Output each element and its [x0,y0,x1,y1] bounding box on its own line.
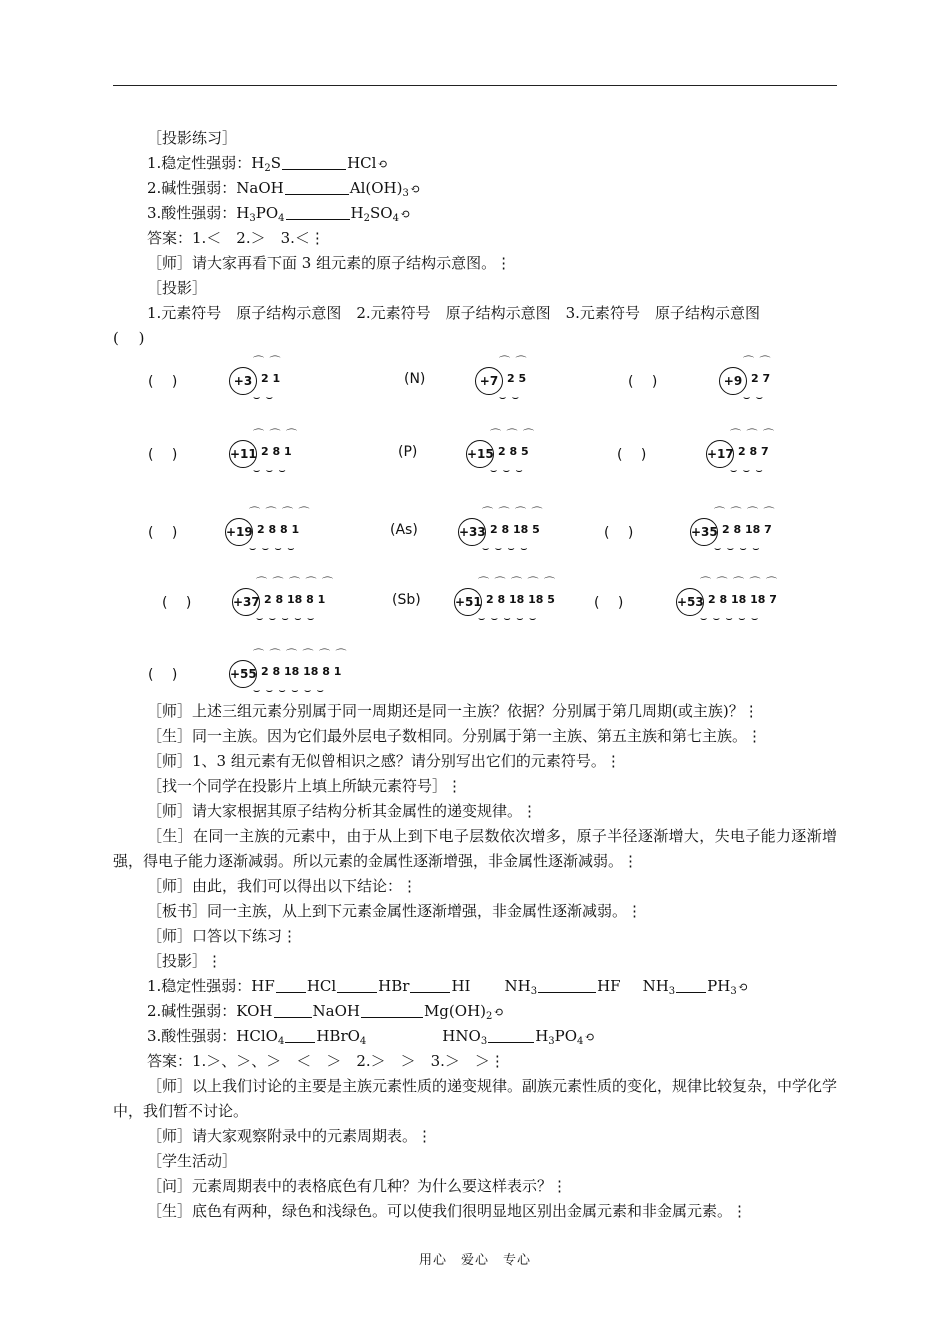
mark-icon: ⟲ [377,157,388,171]
element-symbol-slot: (P) [398,444,418,460]
electron-shells: 2 7 [751,372,771,385]
shell-arcs-bottom: ⌣ ⌣ ⌣ ⌣ ⌣ [700,612,760,625]
shell-arcs-bottom: ⌣ ⌣ ⌣ [490,464,524,477]
shell-arcs-bottom: ⌣ ⌣ ⌣ [730,464,764,477]
element-symbol-slot: ( ) [617,447,647,463]
nucleus-charge: +37 [232,588,260,616]
electron-shells: 2 1 [261,372,281,385]
electron-shells: 2 8 8 1 [257,523,300,536]
shell-arcs-bottom: ⌣ ⌣ ⌣ ⌣ [482,542,529,555]
body-line: ［师］请大家根据其原子结构分析其金属性的递变规律。⋮ [147,802,538,820]
paren-line: ( ) [113,329,145,347]
exercise-line-2: 2.碱性强弱：NaOH $Al(OH)_3⟲$ [147,179,420,199]
electron-shells: 2 8 18 18 8 1 [261,665,342,678]
shell-arcs-top: ⌒ ⌒ ⌒ [490,428,535,441]
body-line: 答案：1.＞、＞、＞ ＜ ＞ 2.＞ ＞ 3.＞ ＞⋮ [147,1052,505,1070]
answer-line: 答案：1.＜ 2.＞ 3.＜⋮ [147,229,325,247]
shell-arcs-top: ⌒ ⌒ ⌒ ⌒ [249,506,311,519]
body-line: ［问］元素周期表中的表格底色有几种？为什么要这样表示？⋮ [147,1177,568,1195]
electron-shells: 2 8 18 7 [722,523,772,536]
header-rule [113,85,837,86]
column-headers: 1.元素符号 原子结构示意图 2.元素符号 原子结构示意图 3.元素符号 原子结构示意图 [147,304,760,322]
nucleus-charge: +17 [706,440,734,468]
element-symbol-slot: (N) [404,371,426,387]
nucleus-charge: +7 [475,367,503,395]
page-footer: 用心 爱心 专心 [418,1253,531,1268]
element-symbol-slot: ( ) [628,374,658,390]
nucleus-charge: +53 [676,588,704,616]
nucleus-charge: +3 [229,367,257,395]
mark-icon: ⟲ [737,980,748,994]
exercise-line-1: 1.稳定性强弱：$H_2S$ HCl⟲ [147,154,388,174]
mark-icon: ⟲ [399,207,411,221]
electron-shells: 2 8 5 [498,445,529,458]
shell-arcs-bottom: ⌣ ⌣ ⌣ ⌣ ⌣ [478,612,538,625]
body-paragraph: ［师］以上我们讨论的主要是主族元素性质的递变规律。副族元素性质的变化，规律比较复杂，中学化学中，我们暂不讨论。 [113,1077,838,1120]
shell-arcs-top: ⌒ ⌒ ⌒ ⌒ ⌒ [700,576,778,589]
electron-shells: 2 8 7 [738,445,769,458]
electron-shells: 2 8 18 18 5 [486,593,555,606]
shell-arcs-top: ⌒ ⌒ ⌒ ⌒ ⌒ [478,576,556,589]
mark-icon: ⟲ [584,1030,595,1044]
nucleus-charge: +9 [719,367,747,395]
body-line: ［师］上述三组元素分别属于同一周期还是同一主族？依据？分别属于第几周期(或主族)？⋮ [147,702,759,720]
body-line: ［学生活动］ [147,1152,238,1170]
shell-arcs-bottom: ⌣ ⌣ [743,391,764,404]
shell-arcs-bottom: ⌣ ⌣ ⌣ ⌣ ⌣ [256,612,316,625]
shell-arcs-top: ⌒ ⌒ ⌒ [253,428,298,441]
projection-label: ［投影］ [147,279,208,297]
electron-shells: 2 8 18 18 7 [708,593,777,606]
element-symbol-slot: ( ) [148,447,178,463]
shell-arcs-bottom: ⌣ ⌣ [253,391,274,404]
nucleus-charge: +35 [690,518,718,546]
body-line: ［师］口答以下练习⋮ [147,927,298,945]
body-line: ［板书］同一主族，从上到下元素金属性逐渐增强，非金属性逐渐减弱。⋮ [147,902,643,920]
exercise-line-3: 3.酸性强弱：$H_3PO_4$ $H_2SO_4⟲$ [147,204,411,224]
exercise2-line-1: 1.稳定性强弱：HF HCl HBr HI $NH_3$ HF $NH_3$ $PH_3⟲$ [147,977,748,997]
shell-arcs-top: ⌒ ⌒ ⌒ ⌒ [714,506,776,519]
shell-arcs-top: ⌒ ⌒ [499,355,528,368]
body-line: ［师］由此，我们可以得出以下结论：⋮ [147,877,418,895]
body-line: ［师］请大家观察附录中的元素周期表。⋮ [147,1127,433,1145]
element-symbol-slot: ( ) [604,525,634,541]
shell-arcs-bottom: ⌣ ⌣ [499,391,520,404]
shell-arcs-top: ⌒ ⌒ ⌒ ⌒ [482,506,544,519]
nucleus-charge: +33 [458,518,486,546]
electron-shells: 2 8 18 5 [490,523,540,536]
shell-arcs-bottom: ⌣ ⌣ ⌣ ⌣ ⌣ ⌣ [253,684,325,697]
teacher-line: ［师］请大家再看下面 3 组元素的原子结构示意图。⋮ [147,254,512,272]
element-symbol-slot: ( ) [148,374,178,390]
body-line: ［找一个同学在投影片上填上所缺元素符号］⋮ [147,777,463,795]
element-symbol-slot: ( ) [594,595,624,611]
body-paragraph: ［生］在同一主族的元素中，由于从上到下电子层数依次增多，原子半径逐渐增大，失电子能力逐渐增强，得电子能力逐渐减弱。所以元素的金属性逐渐增强，非金属性逐渐减弱。⋮ [113,827,837,870]
shell-arcs-top: ⌒ ⌒ ⌒ [730,428,775,441]
nucleus-charge: +51 [454,588,482,616]
shell-arcs-top: ⌒ ⌒ [743,355,772,368]
nucleus-charge: +55 [229,660,257,688]
body-line: ［投影］⋮ [147,952,223,970]
exercise2-line-3: 3.酸性强弱：HClO$_4$ HBrO$_4$ $HNO_3$ $H_3PO_4⟲$ [147,1027,595,1047]
body-line: ［师］1、3 组元素有无似曾相识之感？请分别写出它们的元素符号。⋮ [147,752,621,770]
section-heading: ［投影练习］ [147,129,238,147]
shell-arcs-top: ⌒ ⌒ [253,355,282,368]
nucleus-charge: +11 [229,440,257,468]
body-line: ［生］底色有两种，绿色和浅绿色。可以使我们很明显地区别出金属元素和非金属元素。⋮ [147,1202,748,1220]
nucleus-charge: +15 [466,440,494,468]
element-symbol-slot: (Sb) [392,592,421,608]
shell-arcs-top: ⌒ ⌒ ⌒ ⌒ ⌒ [256,576,334,589]
electron-shells: 2 8 18 8 1 [264,593,326,606]
electron-shells: 2 5 [507,372,527,385]
mark-icon: ⟲ [493,1005,504,1019]
shell-arcs-bottom: ⌣ ⌣ ⌣ ⌣ [714,542,761,555]
element-symbol-slot: (As) [390,522,418,538]
shell-arcs-bottom: ⌣ ⌣ ⌣ ⌣ [249,542,296,555]
electron-shells: 2 8 1 [261,445,292,458]
nucleus-charge: +19 [225,518,253,546]
exercise2-line-2: 2.碱性强弱：KOH NaOH $Mg(OH)_2⟲$ [147,1002,504,1022]
element-symbol-slot: ( ) [148,525,178,541]
element-symbol-slot: ( ) [162,595,192,611]
element-symbol-slot: ( ) [148,667,178,683]
shell-arcs-top: ⌒ ⌒ ⌒ ⌒ ⌒ ⌒ [253,648,348,661]
mark-icon: ⟲ [409,182,420,196]
shell-arcs-bottom: ⌣ ⌣ ⌣ [253,464,287,477]
body-line: ［生］同一主族。因为它们最外层电子数相同。分别属于第一主族、第五主族和第七主族。⋮ [147,727,763,745]
